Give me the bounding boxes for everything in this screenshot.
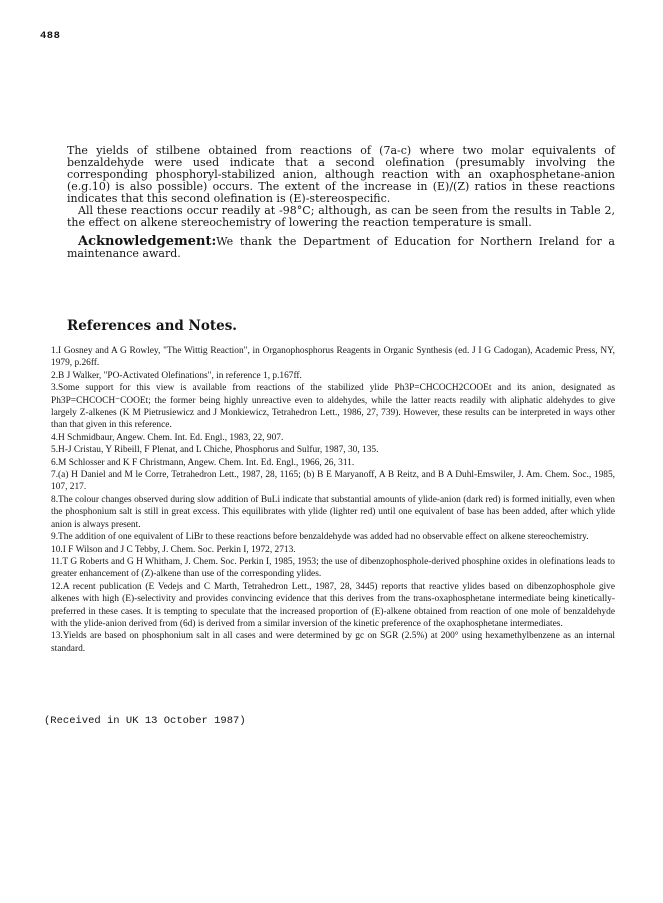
reference-item: 8.The colour changes observed during slow addition of BuLi indicate that substantial amounts of ylide-anion (dark red) is formed initially, even when the phosphonium salt is still in great excess. This equilibrates with ylide (lighter red) until one equivalent of base has been added, after which ylide anion is always present. bbox=[51, 494, 615, 530]
reference-item: 3.Some support for this view is available from reactions of the stabilized ylide Ph3P=CHCOCH2COOEt and its anion, designated as Ph3P=CHCOCH⁻COOEt; the former being highly unreactive even to aldehydes, while the latter reacts readily with aliphatic aldehydes to give largely Z-alkenes (K M Pietrusiewicz and J Monkiewicz, Tetrahedron Lett., 1986, 27, 739). However, these results can be interpreted in ways other than that given in this reference. bbox=[51, 383, 615, 431]
acknowledgement-text: We thank the Department of Education for Northern Ireland for a maintenance award. bbox=[67, 235, 615, 260]
body-text bbox=[67, 145, 615, 260]
acknowledgement bbox=[67, 236, 615, 260]
reference-item: 5.H-J Cristau, Y Ribeill, F Plenat, and L Chiche, Phosphorus and Sulfur, 1987, 30, 135. bbox=[51, 445, 379, 456]
reference-item: 11.T G Roberts and G H Whitham, J. Chem. Soc. Perkin I, 1985, 1953; the use of dibenzophosphole-derived phosphine oxides in olefinations leads to greater enhancement of (Z)-alkene than use of the corresponding ylides. bbox=[51, 556, 615, 580]
reference-item: 1.I Gosney and A G Rowley, "The Wittig Reaction", in Organophosphorus Reagents in Organic Synthesis (ed. J I G Cadogan), Academic Press, NY, 1979, p.26ff. bbox=[51, 346, 615, 369]
received-date: (Received in UK 13 October 1987) bbox=[44, 715, 246, 727]
references-list bbox=[51, 345, 615, 655]
paragraph: The yields of stilbene obtained from reactions of (7a-c) where two molar equivalents of benzaldehyde were used indicate that a second olefination (presumably involving the corresponding phosphoryl-stabilized anion, although reaction with an oxaphosphetane-anion (e.g.10) is also possible) occurs. The extent of the increase in (E)/(Z) ratios in these reactions indicates that this second olefination is (E)-stereospecific. bbox=[67, 144, 615, 205]
paragraph: All these reactions occur readily at -98°C; although, as can be seen from the results in Table 2, the effect on alkene stereochemistry of lowering the reaction temperature is small. bbox=[67, 204, 615, 229]
reference-item: 4.H Schmidbaur, Angew. Chem. Int. Ed. Engl., 1983, 22, 907. bbox=[51, 432, 284, 443]
reference-item: 7.(a) H Daniel and M le Corre, Tetrahedron Lett., 1987, 28, 1165; (b) B E Maryanoff, A B Reitz, and B A Duhl-Emswiler, J. Am. Chem. Soc., 1985, 107, 217. bbox=[51, 470, 615, 493]
reference-item: 9.The addition of one equivalent of LiBr to these reactions before benzaldehyde was added had no observable effect on alkene stereochemistry. bbox=[51, 532, 589, 543]
reference-item: 6.M Schlosser and K F Christmann, Angew. Chem. Int. Ed. Engl., 1966, 26, 311. bbox=[51, 457, 355, 468]
reference-item: 13.Yields are based on phosphonium salt in all cases and were determined by gc on SGR (2.5%) at 200° using hexamethylbenzene as an internal standard. bbox=[51, 631, 615, 654]
reference-item: 12.A recent publication (E Vedejs and C Marth, Tetrahedron Lett., 1987, 28, 3445) reports that reactive ylides based on dibenzophosphole give alkenes with high (E)-selectivity and provides convincing evidence that this derives from the trans-oxaphosphetane intermediate being kinetically-preferred in these cases. It is tempting to speculate that the increased proportion of (E)-alkene obtained from reaction of one mole of benzaldehyde with the ylide-anion derived from (6d) is derived from a similar inversion of the kinetic preference of the oxaphosphetane intermediates. bbox=[51, 581, 615, 629]
reference-item: 10.I F Wilson and J C Tebby, J. Chem. Soc. Perkin I, 1972, 2713. bbox=[51, 544, 296, 555]
acknowledgement-label: Acknowledgement: bbox=[78, 234, 217, 249]
reference-item: 2.B J Walker, "PO-Activated Olefinations", in reference 1, p.167ff. bbox=[51, 370, 302, 381]
page-number: 488 bbox=[40, 30, 61, 42]
references-heading: References and Notes. bbox=[67, 318, 238, 334]
